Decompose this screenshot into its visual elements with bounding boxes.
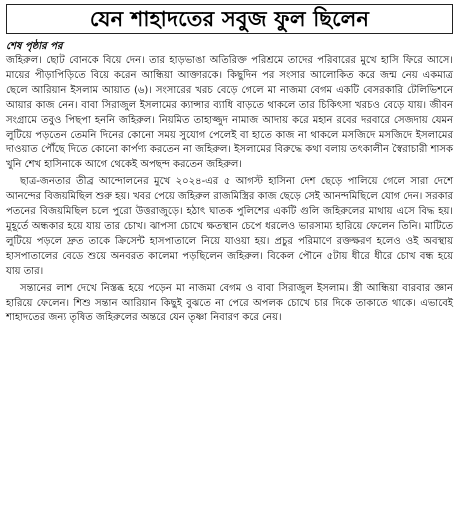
article-paragraph: জহিরুল। ছোট বোনকে বিয়ে দেন। তার হাড়ভাঙা অতিরিক্ত পরিশ্রমে তাদের পরিবারের মুখে হাসি ফিরে আসে। মায়ের পীড়াপিড়িতে বিয়ে করেন আন্ধিয়া আক্তারকে। কিছুদিন পর সংসার আলোকিত করে জন্ম নেয় একমাত্র ছেলে আরিয়ান ইসলাম আয়াত (৬)। সংসারের খরচ বেড়ে গেলে মা নাজমা বেগম একটি বেসরকারি টেলিভিশনে আয়ার কাজ নেন। বাবা সিরাজুল ইসলামের ক্যান্সার ব্যাধি বাড়তে থাকলে তার চিকিৎসা খরচও বেড়ে যায়। জীবন সংগ্রামে তবুও পিছপা হননি জহিরুল। নিয়মিত তাহাজ্জুদ নামাজ আদায় করে মহান রবের দরবারে সেজদায় যেমন লুটিয়ে পড়তেন তেমনি দিনের কোনো সময় সুযোগ পেলেই বা হাতে কাজ না থাকলে মসজিদে মসজিদে ইসলামের দাওয়াত পৌঁছে দিতে কোনো কার্পণ্য করতেন না জহিরুল। ইসলামের বিরুদ্ধে কথা বলায় তৎকালীন স্বৈরাচারী শাসক খুনি শেখ হাসিনাকে আগে থেকেই অপছন্দ করতেন জহিরুল। (6, 55, 453, 171)
headline: যেন শাহাদতের সবুজ ফুল ছিলেন (89, 6, 370, 31)
continued-from-label: শেষ পৃষ্ঠার পর (6, 41, 63, 52)
article-paragraph: সন্তানের লাশ দেখে নিস্তব্ধ হয়ে পড়েন মা নাজমা বেগম ও বাবা সিরাজুল ইসলাম। স্ত্রী আন্ধিয়া বারবার জ্ঞান হারিয়ে ফেলেন। শিশু সন্তান আরিয়ান কিছুই বুঝতে না পেরে অপলক চোখে চার দিকে তাকাতে থাকে। এভাবেই শাহাদতের জন্য তৃষিত জহিরুলের অন্তরে যেন তৃষ্ণা নিবারণ করে নেয়। (6, 282, 453, 324)
headline-box (6, 4, 453, 34)
article-paragraph: ছাত্র-জনতার তীব্র আন্দোলনের মুখে ২০২৪-এর ৫ আগস্ট হাসিনা দেশ ছেড়ে পালিয়ে গেলে সারা দেশে আনন্দের বিজয়মিছিল শুরু হয়। খবর পেয়ে জহিরুল রাজমিস্ত্রির কাজ ছেড়ে সেই আনন্দমিছিলে যোগ দেন। সরকার পতনের বিজয়মিছিল চলে পুরো উত্তরাজুড়ে। হঠাৎ ঘাতক পুলিশের একটি গুলি জহিরুলের মাথায় এসে বিদ্ধ হয়। মুহূর্তে অন্ধকার হয়ে যায় তার চোখ। ঝাপসা চোখে ক্ষতস্থান চেপে ধরলেও ভারসাম্য হারিয়ে ফেলেন তিনি। মাটিতে লুটিয়ে পড়লে দ্রুত তাকে ক্রিসেন্ট হাসপাতালে নিয়ে যাওয়া হয়। প্রচুর পরিমাণে রক্তক্ষরণ হলেও ওই অবস্থায় হাসপাতালের বেডে শুয়ে অনবরত কালেমা পড়ছিলেন জহিরুল। বিকেল পৌনে ৫টায় ধীরে ধীরে চোখ বন্ধ হয়ে যায় তার। (6, 176, 453, 277)
article-body (6, 54, 453, 326)
